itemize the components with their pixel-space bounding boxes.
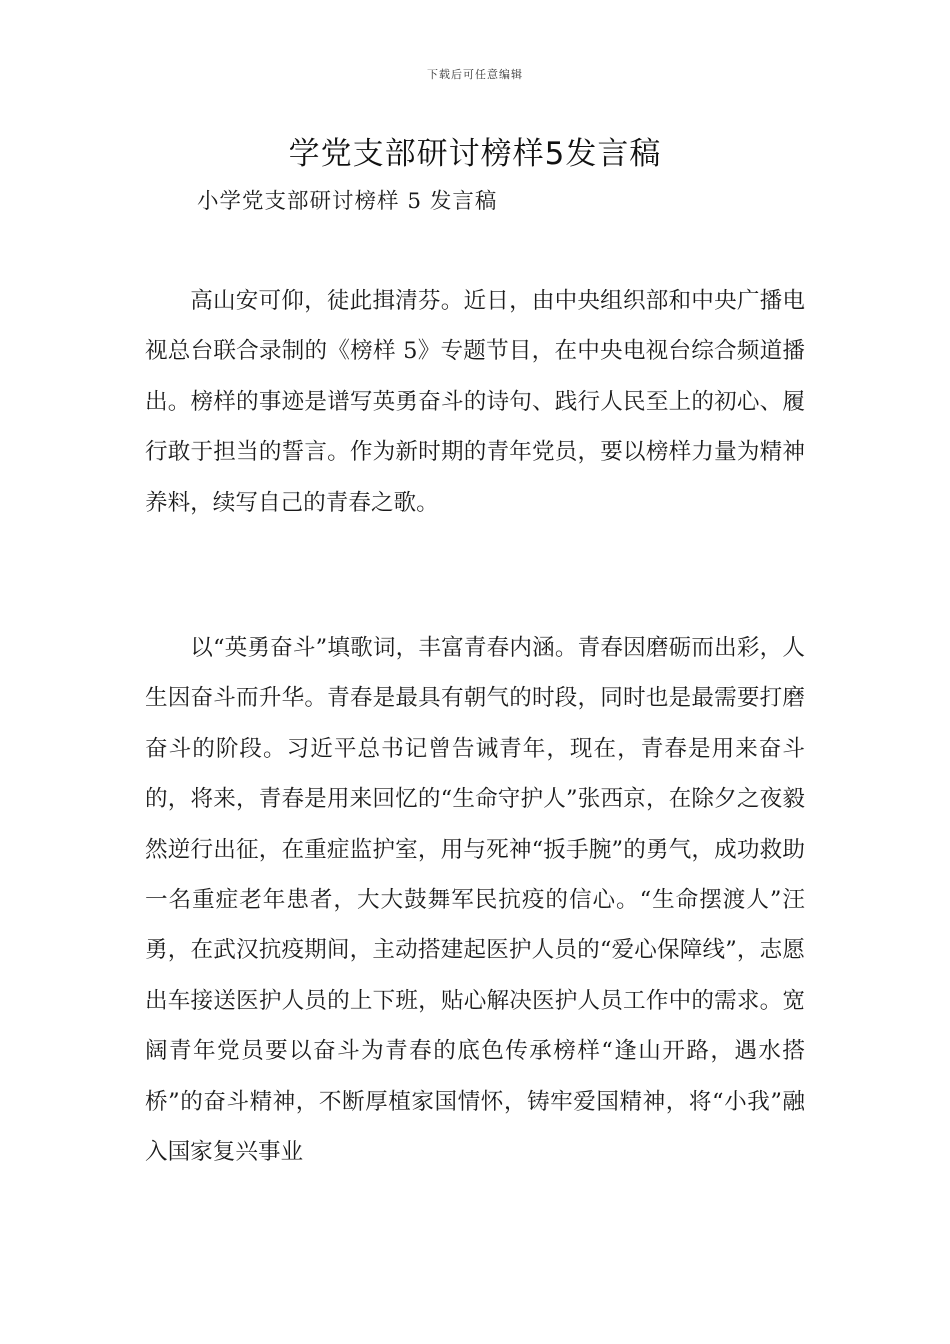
body-paragraph: 以“英勇奋斗”填歌词，丰富青春内涵。青春因磨砺而出彩，人生因奋斗而升华。青春是最具有朝气的时段，同时也是最需要打磨奋斗的阶段。习近平总书记曾告诫青年，现在，青春是用来奋斗的，将来，青春是用来回忆的“生命守护人”张西京，在除夕之夜毅然逆行出征，在重症监护室，用与死神“扳手腕”的勇气，成功救助一名重症老年患者，大大鼓舞军民抗疫的信心。“生命摆渡人”汪勇，在武汉抗疫期间，主动搭建起医护人员的“爱心保障线”，志愿出车接送医护人员的上下班，贴心解决医护人员工作中的需求。宽阔青年党员要以奋斗为青春的底色传承榜样“逢山开路，遇水搭桥”的奋斗精神，不断厚植家国情怀，铸牢爱国精神，将“小我”融入国家复兴事业 (145, 635, 805, 1166)
document-title: 学党支部研讨榜样5发言稿 (288, 136, 662, 172)
header-note: 下载后可任意编辑 (427, 68, 523, 81)
body-paragraph: 高山安可仰，徒此揖清芬。近日，由中央组织部和中央广播电视总台联合录制的《榜样 5》专题节目，在中央电视台综合频道播出。榜样的事迹是谱写英勇奋斗的诗句、践行人民至上的初心、履行敢于担当的誓言。作为新时期的青年党员，要以榜样力量为精神养料，续写自己的青春之歌。 (145, 288, 805, 516)
document-subtitle: 小学党支部研讨榜样 5 发言稿 (197, 189, 498, 214)
